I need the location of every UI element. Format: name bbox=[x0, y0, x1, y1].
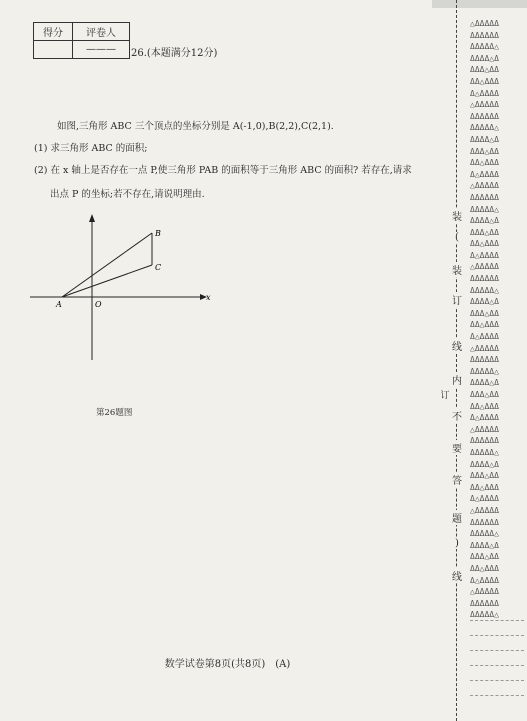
margin-word: 答 bbox=[447, 472, 467, 487]
label-x: x bbox=[206, 293, 211, 302]
score-cell bbox=[34, 41, 73, 59]
margin-word: 不 bbox=[447, 408, 467, 423]
margin-word: 内 bbox=[447, 372, 467, 387]
margin-side-char: 订 bbox=[435, 388, 455, 401]
label-o: O bbox=[95, 300, 102, 309]
problem-part2-line2: 出点 P 的坐标;若不存在,请说明理由. bbox=[50, 189, 205, 200]
margin-word: 装 bbox=[447, 208, 467, 223]
page-footer: 数学试卷第8页(共8页) (A) bbox=[164, 659, 291, 670]
right-margin-marks: △ΔΔΔΔΔ ΔΔΔΔΔΔ ΔΔΔΔΔ△ ΔΔΔΔ△Δ ΔΔΔ△ΔΔ ΔΔ△ΔΔΔ Δ△ΔΔΔΔ △ΔΔΔΔΔ ΔΔΔΔΔΔ ΔΔΔΔΔ△ ΔΔΔΔ△Δ ΔΔΔ△ΔΔ ΔΔ△ΔΔΔ Δ△ΔΔΔΔ △ΔΔΔΔΔ ΔΔΔΔΔΔ ΔΔΔΔΔ△ ΔΔΔΔ△Δ ΔΔΔ△ΔΔ ΔΔ△ΔΔΔ Δ△ΔΔΔΔ △ΔΔΔΔΔ ΔΔΔΔΔΔ ΔΔΔΔΔ△ ΔΔΔΔ△Δ ΔΔΔ△ΔΔ ΔΔ△ΔΔΔ Δ△ΔΔΔΔ △ΔΔΔΔΔ ΔΔΔΔΔΔ ΔΔΔΔΔ△ ΔΔΔΔ△Δ ΔΔΔ△ΔΔ ΔΔ△ΔΔΔ Δ△ΔΔΔΔ △ΔΔΔΔΔ ΔΔΔΔΔΔ ΔΔΔΔΔ△ ΔΔΔΔ△Δ ΔΔΔ△ΔΔ ΔΔ△ΔΔΔ Δ△ΔΔΔΔ △ΔΔΔΔΔ ΔΔΔΔΔΔ ΔΔΔΔΔ△ ΔΔΔΔ△Δ ΔΔΔ△ΔΔ ΔΔ△ΔΔΔ Δ△ΔΔΔΔ △ΔΔΔΔΔ ΔΔΔΔΔΔ ΔΔΔΔΔ△ bbox=[470, 19, 499, 618]
right-margin-blank-lines bbox=[470, 620, 524, 710]
problem-part2-line1: (2) 在 x 轴上是否存在一点 P,使三角形 PAB 的面积等于三角形 ABC 的面积? 若存在,请求 bbox=[34, 165, 412, 176]
problem-stem: 如图,三角形 ABC 三个顶点的坐标分别是 A(-1,0),B(2,2),C(2,1). bbox=[57, 121, 334, 132]
label-c: C bbox=[155, 263, 162, 272]
margin-word: 要 bbox=[447, 440, 467, 455]
label-a: A bbox=[56, 300, 62, 309]
grader-dashes: ——— bbox=[86, 44, 116, 55]
margin-word: 装 bbox=[447, 262, 467, 277]
question-header: 26.(本题满分12分) bbox=[131, 48, 218, 59]
score-table bbox=[33, 22, 130, 59]
label-b: B bbox=[155, 229, 161, 238]
margin-word: 线 bbox=[447, 568, 467, 583]
problem-part1: (1) 求三角形 ABC 的面积; bbox=[34, 143, 148, 154]
grader-cell bbox=[73, 41, 130, 59]
y-axis-arrow bbox=[89, 214, 95, 222]
margin-word: ( bbox=[447, 232, 467, 243]
margin-word: 题 bbox=[447, 510, 467, 525]
segment-ac bbox=[62, 265, 152, 297]
margin-word: ) bbox=[447, 538, 467, 549]
grader-label: 评卷人 bbox=[73, 23, 130, 41]
triangle-figure bbox=[30, 210, 230, 370]
score-label: 得分 bbox=[34, 23, 73, 41]
binding-margin-words bbox=[440, 0, 467, 721]
margin-word: 线 bbox=[447, 338, 467, 353]
figure-caption: 第26题图 bbox=[96, 408, 133, 418]
segment-ab bbox=[62, 233, 152, 297]
margin-word: 订 bbox=[447, 292, 467, 307]
